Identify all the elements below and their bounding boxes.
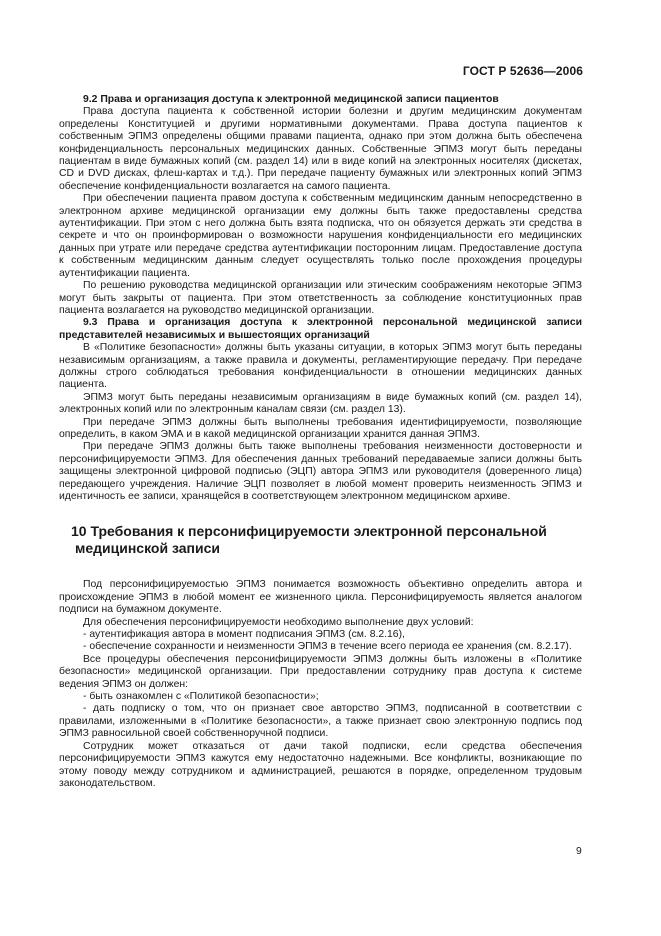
page-body	[59, 94, 582, 790]
paragraph: При передаче ЭПМЗ должны быть выполнены требования идентифицируемости, позволяющие определить, в каком ЭМА и в какой медицинской организации хранится данная ЭПМЗ.	[59, 416, 582, 440]
page-number: 9	[576, 846, 582, 857]
list-item: - дать подписку о том, что он признает свое авторство ЭПМЗ, подписанной в соответствии с правилами, изложенными в «Политике безопасности», а также признает свою электронную подпись под ЭПМЗ равносильной своей собственноручной подписи.	[59, 703, 582, 740]
paragraph: При передаче ЭПМЗ должны быть также выполнены требования неизменности достоверности и персонифицируемости ЭПМЗ. Для обеспечения данных требований передаваемые записи должны быть защищены электронной цифровой подписью (ЭЦП) автора ЭПМЗ или руководителя (доверенного лица) передающего учреждения. Наличие ЭЦП позволяет в любой момент проверить неизменность ЭПМЗ и идентичность ее записи, хранящейся в соответствующем электронном медицинском архиве.	[59, 441, 582, 502]
chapter-heading-line2: медицинской записи	[75, 540, 220, 557]
paragraph: В «Политике безопасности» должны быть указаны ситуации, в которых ЭПМЗ могут быть переданы независимым организациям, а также правила и документы, регламентирующие передачу. При передаче должны строго соблюдаться требования конфиденциальности в отношении медицинских данных пациента.	[59, 342, 582, 391]
paragraph: ЭПМЗ могут быть переданы независимым организациям в виде бумажных копий (см. раздел 14), электронных копий или по электронным каналам связи (см. раздел 13).	[59, 391, 582, 416]
list-item: - быть ознакомлен с «Политикой безопасности»;	[83, 691, 319, 703]
document-code: ГОСТ Р 52636—2006	[462, 64, 583, 78]
chapter-heading-10	[59, 523, 582, 557]
paragraph: Все процедуры обеспечения персонифицируемости ЭПМЗ должны быть изложены в «Политике безопасности» медицинской организации. При предоставлении сотруднику прав доступа к системе ведения ЭПМЗ он должен:	[59, 653, 582, 690]
section-heading-9-2: 9.2 Права и организация доступа к электронной медицинской записи пациентов	[83, 94, 499, 105]
list-item: - обеспечение сохранности и неизменности ЭПМЗ в течение всего периода ее хранения (см. 8.2.17).	[83, 641, 572, 653]
paragraph: При обеспечении пациента правом доступа к собственным медицинским данным непосредственно в электронном архиве медицинской организации ему должны быть также предоставлены средства аутентификации. При этом с него должна быть взята подписка, что он обязуется держать эти средства в секрете и что он проинформирован о возможности нарушения конфиденциальности его медицинских данных при утрате или передаче средства аутентификации посторонним лицам. Предоставление доступа к собственным медицинским данным следует осуществлять только после прохождения процедуры аутентификации пациента.	[59, 193, 582, 279]
paragraph: Сотрудник может отказаться от дачи такой подписки, если средства обеспечения персонифицируемости ЭПМЗ кажутся ему недостаточно надежными. Все конфликты, возникающие по этому поводу между сотрудником и администрацией, решаются в порядке, определенном трудовым законодательством.	[59, 740, 582, 789]
paragraph: По решению руководства медицинской организации или этическим соображениям некоторые ЭПМЗ могут быть закрыты от пациента. При этом ответственность за соблюдение конституционных прав пациента возлагается на руководство медицинской организации.	[59, 280, 582, 316]
paragraph: Права доступа пациента к собственной истории болезни и другим медицинским документам определены Конституцией и другими нормативными документами. Права доступа пациентов к собственным ЭПМЗ определены общими правами пациента, однако при этом должна быть обеспечена конфиденциальность персональных медицинских данных. Собственные ЭПМЗ могут быть переданы пациентам в виде бумажных копий (см. раздел 14) или в виде копий на электронных носителях (дискетах, CD и DVD дисках, флеш-картах и т.д.). При передаче пациенту бумажных или электронных копий ЭПМЗ обеспечение конфиденциальности возлагается на самого пациента.	[59, 106, 582, 192]
paragraph: Под персонифицируемостью ЭПМЗ понимается возможность объективно определить автора и происхождение ЭПМЗ в любой момент ее жизненного цикла. Персонифицируемость является аналогом подписи на бумажном документе.	[59, 579, 582, 616]
paragraph: Для обеспечения персонифицируемости необходимо выполнение двух условий:	[83, 616, 474, 628]
section-heading-9-3: 9.3 Права и организация доступа к электронной персональной медицинской записи представителей независимых и вышестоящих организаций	[59, 317, 582, 341]
chapter-heading-line1: 10 Требования к персонифицируемости электронной персональной	[71, 523, 547, 540]
list-item: - аутентификация автора в момент подписания ЭПМЗ (см. 8.2.16),	[83, 629, 405, 641]
